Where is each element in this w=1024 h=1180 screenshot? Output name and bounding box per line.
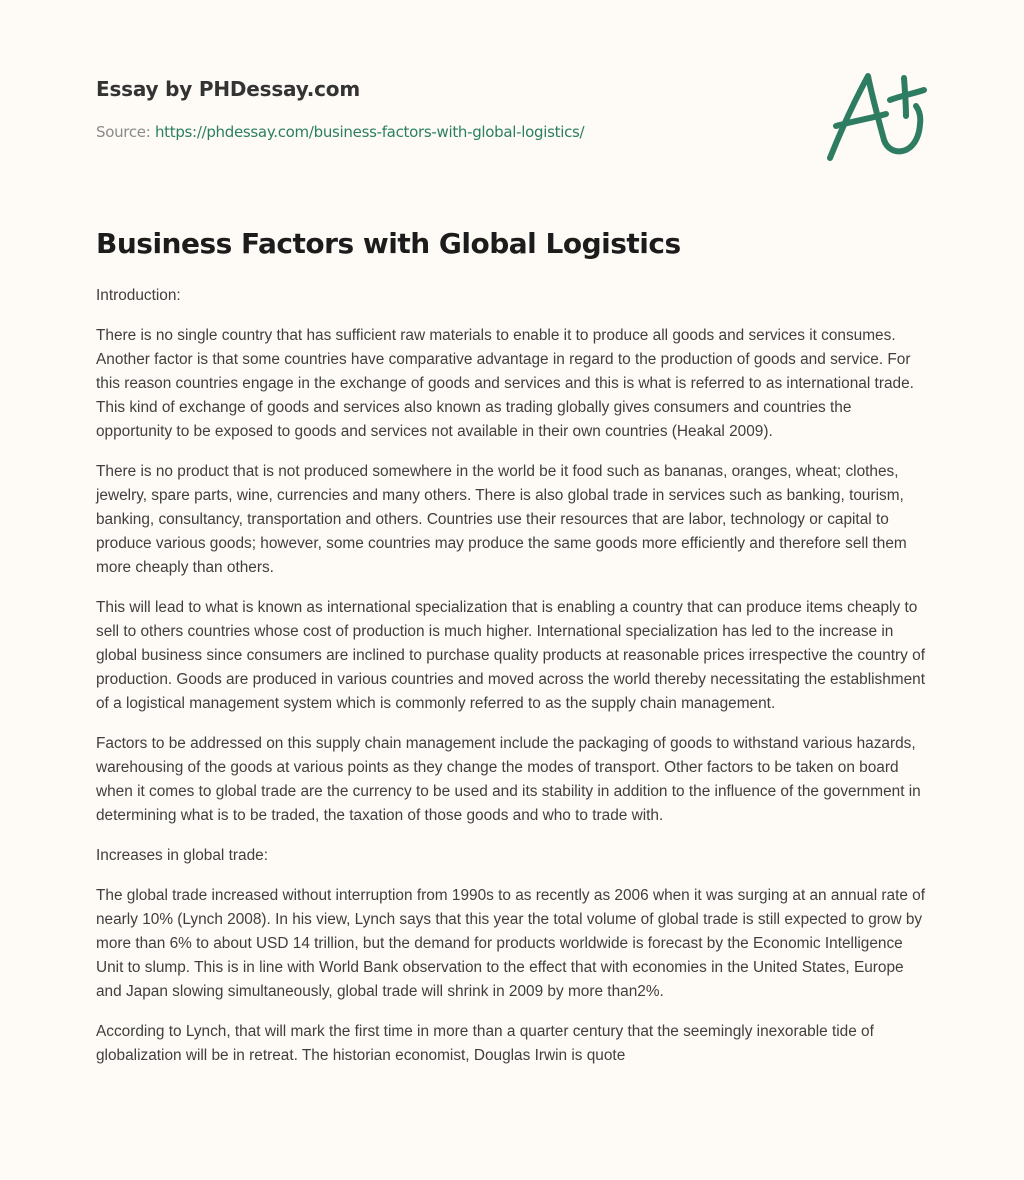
paragraph: There is no product that is not produced somewhere in the world be it food such as bananas, oranges, wheat; clothes, jewelry, spare parts, wine, currencies and many others. There is also global trade in services such as banking, tourism, banking, consultancy, transportation and others. Countries use their resources that are labor, technology or capital to produce various goods; however, some countries may produce the same goods more efficiently and therefore sell them more cheaply than others. (96, 463, 907, 576)
section-heading-increases: Increases in global trade: (96, 847, 268, 864)
essay-header (96, 74, 926, 142)
source-link[interactable]: https://phdessay.com/business-factors-with-global-logistics/ (154, 123, 585, 141)
paragraph: Factors to be addressed on this supply chain management include the packaging of goods to withstand various hazards, warehousing of the goods at various points as they change the modes of transport. Other factors to be taken on board when it comes to global trade are the currency to be used and its stability in addition to the influence of the government in determining what is to be traded, the taxation of those goods and who to trade with. (96, 735, 921, 824)
section-heading-introduction: Introduction: (96, 287, 181, 304)
source-line (96, 122, 926, 142)
essay-body (96, 284, 931, 1084)
paragraph: The global trade increased without interruption from 1990s to as recently as 2006 when it was surging at an annual rate of nearly 10% (Lynch 2008). In his view, Lynch says that this year the total volume of global trade is still expected to grow by more than 6% to about USD 14 trillion, but the demand for products worldwide is forecast by the Economic Intelligence Unit to slump. This is in line with World Bank observation to the effect that with economies in the United States, Europe and Japan slowing simultaneously, global trade will shrink in 2009 by more than2%. (96, 887, 926, 1000)
a-plus-grade-icon (820, 66, 930, 166)
paragraph: There is no single country that has sufficient raw materials to enable it to produce all goods and services it consumes. Another factor is that some countries have comparative advantage in regard to the production of goods and service. For this reason countries engage in the exchange of goods and services and this is what is referred to as international trade. This kind of exchange of goods and services also known as trading globally gives consumers and countries the opportunity to be exposed to goods and services not available in their own countries (Heakal 2009). (96, 327, 914, 440)
paragraph: According to Lynch, that will mark the first time in more than a quarter century that the seemingly inexorable tide of globalization will be in retreat. The historian economist, Douglas Irwin is quote (96, 1023, 874, 1064)
site-title: Essay by PHDessay.com (96, 77, 360, 101)
source-label: Source: (96, 123, 155, 141)
paragraph: This will lead to what is known as international specialization that is enabling a country that can produce items cheaply to sell to others countries whose cost of production is much higher. International specialization has led to the increase in global business since consumers are inclined to purchase quality products at reasonable prices irrespective the country of production. Goods are produced in various countries and moved across the world thereby necessitating the establishment of a logistical management system which is commonly referred to as the supply chain management. (96, 599, 925, 712)
essay-title: Business Factors with Global Logistics (96, 227, 681, 260)
